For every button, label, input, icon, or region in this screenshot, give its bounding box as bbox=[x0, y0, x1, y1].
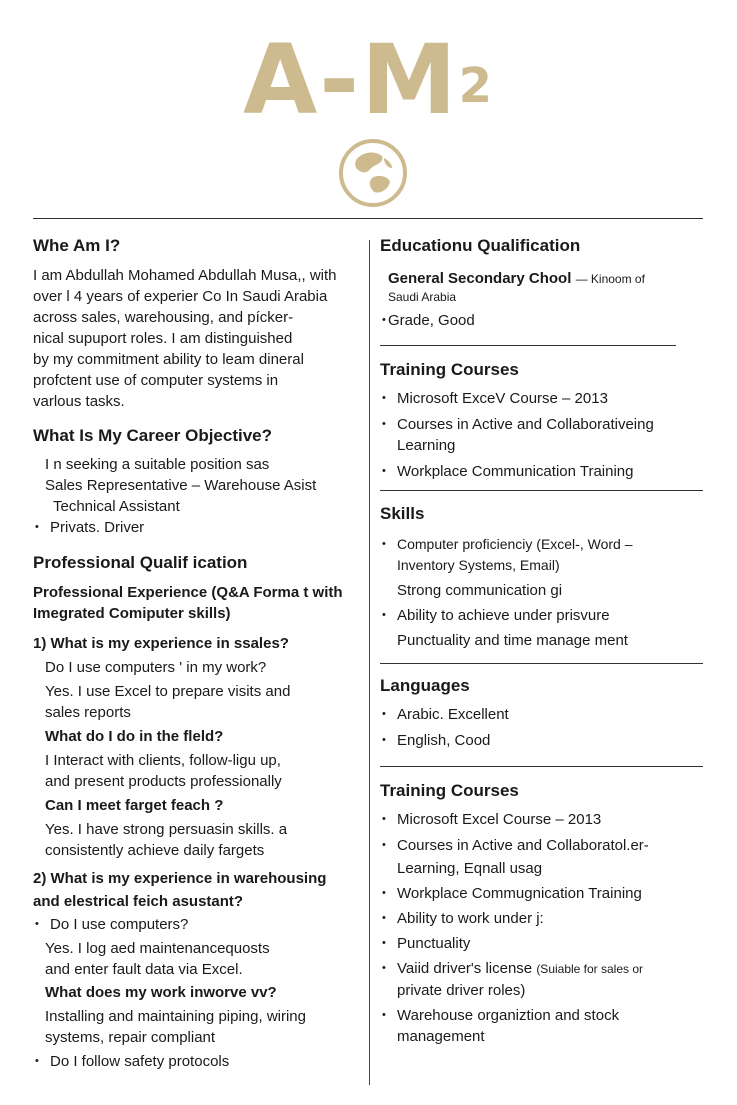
answer-line: systems, repair compliant bbox=[45, 1029, 216, 1046]
prof-subheading: Imegrated Comiputer skills) bbox=[33, 605, 231, 622]
training-item: • Workplace Communication Training bbox=[380, 461, 703, 482]
who-line: varlous tasks. bbox=[33, 393, 125, 410]
skills-heading: Skills bbox=[380, 504, 425, 523]
answer-line: and enter fault data via Excel. bbox=[45, 961, 243, 978]
question: 1) What is my experience in ssales? bbox=[33, 635, 289, 652]
question: Can I meet farget feach ? bbox=[45, 797, 224, 814]
school-name: General Secondary Chool bbox=[388, 270, 572, 287]
license-note: (Suiable for sales or bbox=[536, 962, 644, 976]
question: and elestrical feich asustant? bbox=[33, 893, 244, 910]
answer-line: Yes. I have strong persuasin skills. a bbox=[45, 821, 288, 838]
column-divider bbox=[369, 240, 370, 1085]
prof-subheading: Professional Experience (Q&A Forma t with bbox=[33, 584, 343, 601]
training-item: • Punctuality bbox=[380, 933, 703, 954]
objective-line: I n seeking a suitable position sas bbox=[45, 456, 270, 473]
education-heading: Educationu Qualification bbox=[380, 236, 581, 255]
logo-superscript: 2 bbox=[458, 58, 495, 114]
objective-line: Technical Assistant bbox=[53, 498, 180, 515]
globe-icon bbox=[338, 138, 408, 208]
school-location: — Kinoom of bbox=[575, 272, 645, 286]
who-line: profctent use of computer systems in bbox=[33, 372, 279, 389]
question: 2) What is my experience in warehousing bbox=[33, 870, 327, 887]
license-text: Vaiid driver's license bbox=[397, 960, 533, 977]
languages-heading: Languages bbox=[380, 676, 470, 695]
question: What do I do in the fleld? bbox=[45, 728, 224, 745]
training-item: • Ability to work under j: bbox=[380, 908, 703, 929]
logo bbox=[0, 24, 737, 136]
objective-heading: What Is My Career Objective? bbox=[33, 426, 273, 445]
answer-line: Yes. I log aed maintenancequosts bbox=[45, 940, 270, 957]
training-heading: Training Courses bbox=[380, 360, 519, 379]
school-location: Saudi Arabia bbox=[388, 290, 457, 304]
who-line: I am Abdullah Mohamed Abdullah Musa,, with bbox=[33, 267, 337, 284]
training-heading: Training Courses bbox=[380, 781, 519, 800]
skill-item: • Computer proficienciy (Excel-, Word – bbox=[380, 534, 703, 555]
who-line: over l 4 years of experier Co In Saudi Arabia bbox=[33, 288, 328, 305]
language-item: • Arabic. Excellent bbox=[380, 704, 703, 725]
training-item: management bbox=[397, 1028, 485, 1045]
answer-line: and present products professionally bbox=[45, 773, 282, 790]
training-item: • Workplace Commugnication Training bbox=[380, 883, 703, 904]
left-column bbox=[33, 234, 363, 1072]
objective-bullet: • Privats. Driver bbox=[33, 517, 363, 538]
logo-text: $A-M^2$ bbox=[242, 24, 495, 136]
question-bullet: • Do I use computers? bbox=[33, 914, 363, 935]
skill-item: Punctuality and time manage ment bbox=[397, 632, 628, 649]
answer-line: sales reports bbox=[45, 704, 131, 721]
training-item bbox=[380, 958, 703, 980]
training-item: • Warehouse organiztion and stock bbox=[380, 1005, 703, 1026]
objective-line: Sales Representative – Warehouse Asist bbox=[45, 477, 317, 494]
who-line: nical supuport roles. I am distinguished bbox=[33, 330, 293, 347]
answer-line: I Interact with clients, follow-ligu up, bbox=[45, 752, 281, 769]
skill-item: Inventory Systems, Email) bbox=[397, 557, 560, 573]
training-item: private driver roles) bbox=[397, 982, 526, 999]
training-item: • Microsoft Excel Course – 2013 bbox=[380, 809, 703, 830]
question-bullet: • Do I follow safety protocols bbox=[33, 1051, 363, 1072]
answer-line: Installing and maintaining piping, wiring bbox=[45, 1008, 306, 1025]
training-item: • Microsoft ExceV Course – 2013 bbox=[380, 388, 703, 409]
prof-heading: Professional Qualif ication bbox=[33, 553, 248, 572]
skill-item: • Ability to achieve under prisvure bbox=[380, 605, 703, 626]
who-line: across sales, warehousing, and pícker- bbox=[33, 309, 294, 326]
answer-line: consistently achieve daily fargets bbox=[45, 842, 265, 859]
answer-line: Do I use computers ' in my work? bbox=[45, 659, 267, 676]
skill-item: Strong communication gi bbox=[397, 582, 563, 599]
question: What does my work inworve vv? bbox=[45, 984, 277, 1001]
training-item: • Courses in Active and Collaborativeing Learning bbox=[380, 414, 703, 456]
answer-line: Yes. I use Excel to prepare visits and bbox=[45, 683, 291, 700]
right-column bbox=[380, 234, 703, 1047]
header-rule bbox=[33, 218, 703, 219]
who-line: by my commitment ability to leam dineral bbox=[33, 351, 304, 368]
language-item: • English, Cood bbox=[380, 730, 703, 751]
training-item: • Courses in Active and Collaboratol.er- bbox=[380, 835, 703, 856]
grade: • Grade, Good bbox=[380, 310, 703, 331]
who-heading: Whe Am I? bbox=[33, 236, 121, 255]
training-item: Learning, Eqnall usag bbox=[397, 860, 543, 877]
